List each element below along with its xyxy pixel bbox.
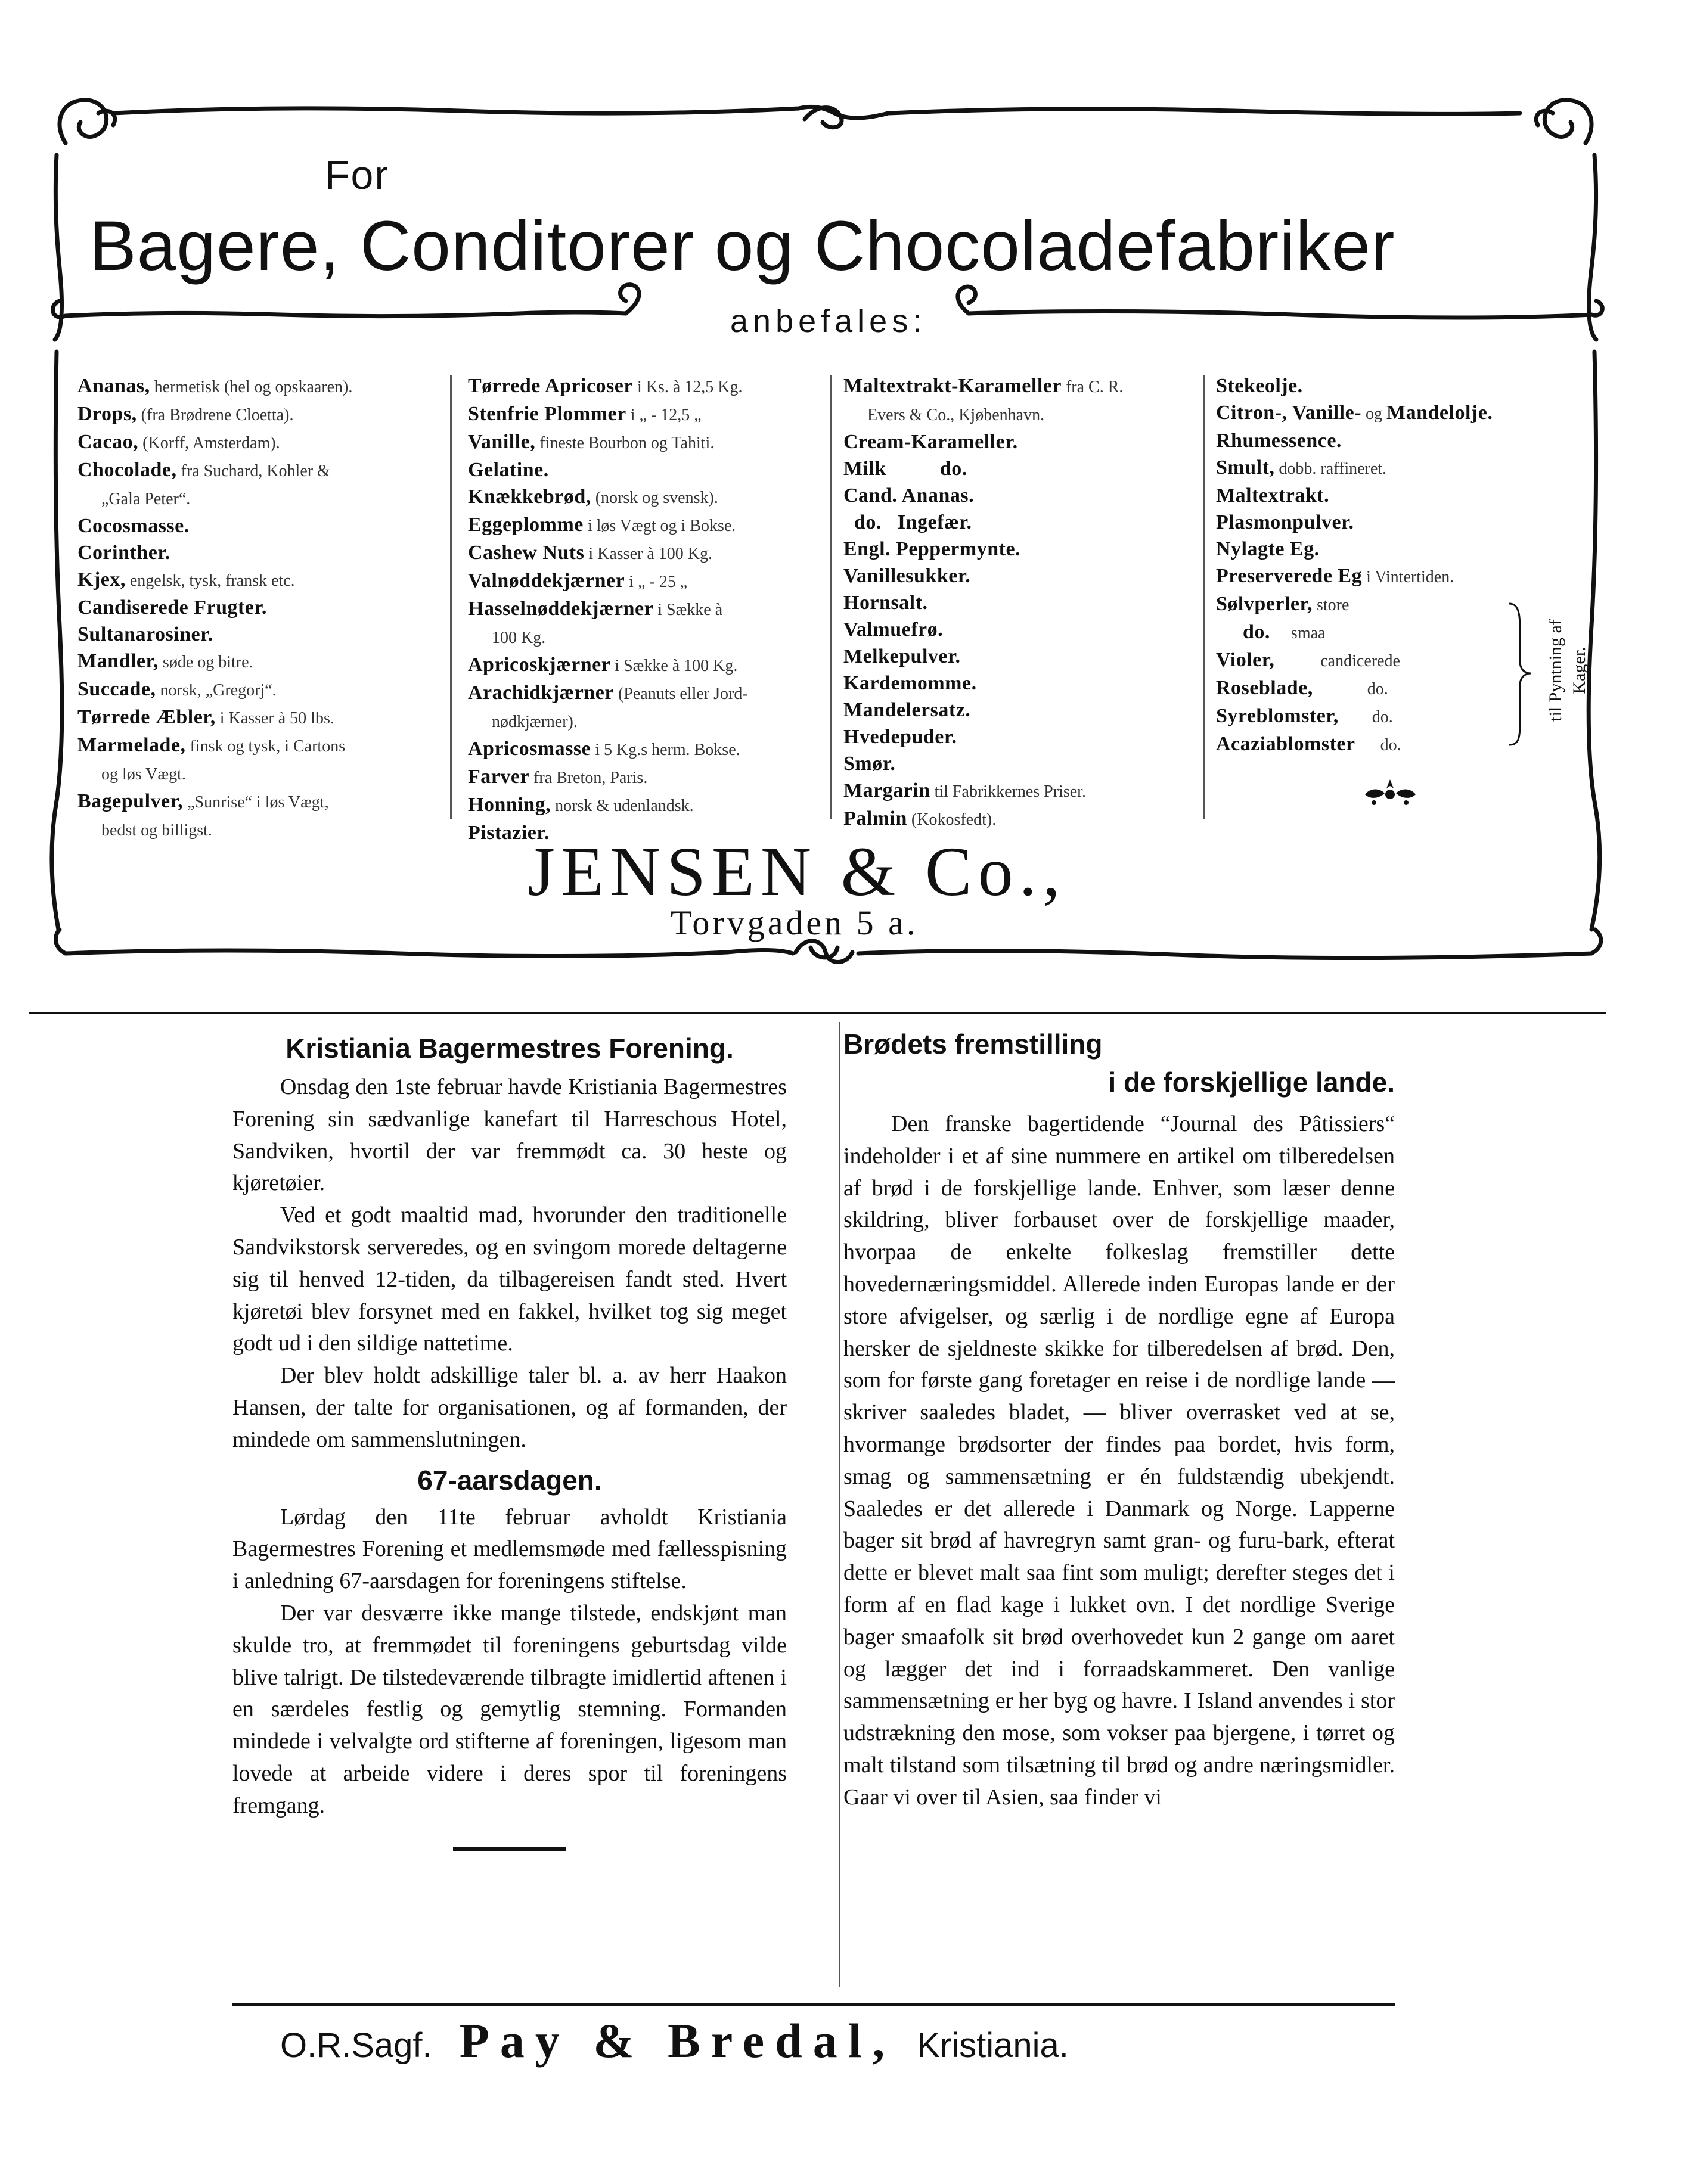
product-name: do. <box>1216 621 1270 643</box>
product-name: Vanille, <box>468 431 536 453</box>
product-detail: store <box>1312 596 1349 614</box>
product-item <box>468 679 820 707</box>
product-item <box>843 372 1195 400</box>
section-divider <box>29 1012 1606 1014</box>
product-name: Sultanarosiner. <box>77 623 213 645</box>
footer-prefix: O.R.Sagf. <box>280 2026 432 2065</box>
product-name: Ananas, <box>77 375 150 397</box>
product-detail: do. <box>1313 680 1388 698</box>
product-item <box>468 707 820 735</box>
product-name: Kjex, <box>77 568 126 591</box>
product-name: Arachidkjærner <box>468 682 614 704</box>
product-item <box>843 400 1195 428</box>
product-item <box>1216 372 1574 399</box>
product-detail: Evers & Co., Kjøbenhavn. <box>867 406 1045 424</box>
product-name: Cream-Karameller. <box>843 431 1018 453</box>
product-detail: bedst og billigst. <box>101 821 212 840</box>
company-name: JENSEN & Co., <box>528 832 1066 911</box>
product-detail: i Sække à <box>653 601 723 619</box>
ad-for-label: For <box>325 153 389 198</box>
product-item <box>77 704 435 732</box>
product-item <box>77 788 435 816</box>
product-item <box>843 723 1195 750</box>
product-detail: i løs Vægt og i Bokse. <box>583 517 736 535</box>
product-name: Cacao, <box>77 431 139 453</box>
product-name: Tørrede Æbler, <box>77 706 216 728</box>
footer-rule <box>232 2003 1395 2006</box>
product-item <box>468 651 820 679</box>
product-detail: (norsk og svensk). <box>591 489 718 507</box>
article-paragraph: Ved et godt maaltid mad, hvorunder den traditionelle Sandvikstorsk serveredes, og en svingom morede deltagerne sig til henved 12-tiden, da tilbagereisen fandt sted. Hvert kjøretøi blev forsynet med en fakkel, hvilket tog sig meget godt ud i den sildige nattetime. <box>232 1203 787 1356</box>
product-item <box>468 623 820 651</box>
product-item <box>843 777 1195 805</box>
product-item <box>77 760 435 788</box>
ad-headline: Bagere, Conditorer og Chocoladefabriker <box>89 207 1395 285</box>
column-divider <box>1203 375 1205 819</box>
product-name: Pistazier. <box>468 822 550 844</box>
article-paragraph: Der blev holdt adskillige taler bl. a. av herr Haakon Hansen, der talte for organisationen, og af formanden, der mindede om sammenslutningen. <box>232 1363 787 1452</box>
article-left <box>232 1025 787 1851</box>
article-paragraph: Den franske bagertidende “Journal des Pâtissiers“ indeholder i et af sine nummere en artikel om tilberedelsen af brød i de forskjellige lande. Enhver, som læser denne skildring, bliver forbauset over de forskjellige maader, hvorpaa de enkelte folkeslag fremstiller dette hovedernæringsmiddel. Allerede inden Europas lande er der store afvigelser, og særlig i de nordlige egne af Europa hersker de sjeldneste skikke for tilberedelsen af brød. Den, som for første gang foretager en reise i de nordlige lande — skriver saaledes bladet, — bliver overrasket ved at se, hvormange brødsorter der findes paa bordet, hvis form, smag og sammensætning er én fuldstændig ubekjendt. Saaledes er det allerede i Danmark og Norge. Lapperne bager sit brød af havregryn samt gran- og furu-bark, efterat dette er blevet malt saa fint som muligt; derefter steges det i form af en flad kage i lukket ovn. I det nordlige Sverige bager smaafolk sit brød overhovedet kun 2 gange om aaret og lægger det ind i forraadskammeret. Den vanlige sammensætning er her byg og havre. I Island anvendes i stor udstrækning den mose, som vokser paa bjergene, i tørret og malt tilstand som tilsætning til brød og andre næringsmidler. Gaar vi over til Asien, saa finder vi <box>843 1111 1395 1810</box>
product-name: Candiserede Frugter. <box>77 597 267 619</box>
product-name: Corinther. <box>77 542 170 564</box>
product-item <box>843 455 1195 482</box>
product-item <box>843 482 1195 509</box>
product-item <box>843 750 1195 777</box>
product-detail: do. <box>1338 708 1393 726</box>
product-name: Knækkebrød, <box>468 486 591 508</box>
product-detail: fra C. R. <box>1061 378 1124 396</box>
product-item <box>468 372 820 400</box>
product-name: Stekeolje. <box>1216 375 1303 397</box>
product-item <box>468 400 820 428</box>
product-detail: (Kokosfedt). <box>907 810 997 829</box>
product-item <box>77 428 435 456</box>
product-name: Maltextrakt. <box>1216 484 1330 507</box>
product-name: do. Ingefær. <box>843 511 972 533</box>
product-item <box>77 732 435 760</box>
product-name: Acaziablomster <box>1216 733 1355 755</box>
product-detail: „Gala Peter“. <box>101 490 191 508</box>
product-item <box>468 735 820 763</box>
product-item <box>1216 427 1574 454</box>
product-item <box>77 484 435 512</box>
product-name: Sølvperler, <box>1216 593 1313 615</box>
article-left-body <box>232 1071 787 1456</box>
decoration-side-note <box>1502 599 1621 748</box>
product-item <box>1216 563 1574 591</box>
footer-city: Kristiania. <box>917 2026 1069 2065</box>
product-detail: og <box>1361 405 1387 423</box>
product-detail: norsk & udenlandsk. <box>551 797 694 815</box>
product-name: Mandelersatz. <box>843 699 971 721</box>
product-detail: fra Suchard, Kohler & <box>176 462 330 480</box>
product-name: Apricoskjærner <box>468 654 611 676</box>
product-detail: do. <box>1355 736 1401 754</box>
product-detail: (Peanuts eller Jord- <box>613 685 748 703</box>
product-detail: (Korff, Amsterdam). <box>138 434 280 452</box>
product-name: Cashew Nuts <box>468 542 585 564</box>
product-name: Nylagte Eg. <box>1216 538 1320 560</box>
article-right-title-line1: Brødets fremstilling <box>843 1029 1103 1060</box>
article-right-title-line2: i de forskjellige lande. <box>1108 1067 1395 1098</box>
product-detail: dobb. raffineret. <box>1274 459 1387 478</box>
product-name: Melkepulver. <box>843 645 961 667</box>
product-name: Honning, <box>468 794 551 816</box>
article-paragraph: Lørdag den 11te februar avholdt Kristiania Bagermestres Forening et medlemsmøde med fællesspisning i anledning 67-aarsdagen for foreningens stiftelse. <box>232 1504 787 1594</box>
product-name: Rhumessence. <box>1216 430 1342 452</box>
product-name: Valmuefrø. <box>843 619 944 641</box>
product-column-3 <box>843 372 1195 833</box>
product-item <box>77 621 435 648</box>
product-item <box>1216 482 1574 509</box>
fleuron-ornament-icon <box>1362 776 1419 809</box>
article-paragraph: Onsdag den 1ste februar havde Kristiania Bagermestres Forening sin sædvanlige kanefart til Harreschous Hotel, Sandviken, hvortil der var fremmødt ca. 30 heste og kjøretøier. <box>232 1074 787 1196</box>
product-item <box>843 643 1195 670</box>
product-name: Farver <box>468 766 530 788</box>
company-address: Torvgaden 5 a. <box>671 903 919 942</box>
product-name: Citron-, Vanille- <box>1216 402 1362 424</box>
end-rule <box>453 1847 566 1851</box>
product-name: Violer, <box>1216 649 1275 671</box>
product-name: Cand. Ananas. <box>843 484 975 507</box>
product-detail: fineste Bourbon og Tahiti. <box>535 434 715 452</box>
product-name: Plasmonpulver. <box>1216 511 1354 533</box>
product-item <box>843 509 1195 536</box>
product-detail: i Sække à 100 Kg. <box>610 657 738 675</box>
product-name: Maltextrakt-Karameller <box>843 375 1062 397</box>
product-item <box>77 648 435 676</box>
product-item <box>77 372 435 400</box>
product-item <box>843 805 1195 833</box>
product-column-1 <box>77 372 435 844</box>
product-detail: 100 Kg. <box>492 629 546 647</box>
product-detail: i Kasser à 50 lbs. <box>215 709 334 728</box>
product-detail: og løs Vægt. <box>101 765 186 784</box>
product-name: Drops, <box>77 403 137 425</box>
product-item <box>77 456 435 484</box>
product-detail: søde og bitre. <box>158 653 253 672</box>
product-item <box>468 539 820 567</box>
product-item <box>1216 399 1574 427</box>
product-item <box>843 428 1195 455</box>
product-detail: nødkjærner). <box>492 713 578 731</box>
product-name: Mandler, <box>77 650 159 672</box>
product-name: Hvedepuder. <box>843 726 957 748</box>
article-paragraph: Der var desværre ikke mange tilstede, endskjønt man skulde tro, at fremmødet til foreningens geburtsdag vilde blive talrigt. De tilstedeværende tilbragte imidlertid aftenen i en særdeles festlig og gemytlig stemning. Formanden mindede i velvalgte ord stifterne af foreningen, ligesom man lovede at arbeide videre i deres spor til foreningens fremgang. <box>232 1600 787 1818</box>
article-left-title: Kristiania Bagermestres Forening. <box>286 1033 734 1064</box>
product-name: Syreblomster, <box>1216 705 1339 727</box>
product-detail: engelsk, tysk, fransk etc. <box>125 571 295 590</box>
product-name: Mandelolje. <box>1386 402 1493 424</box>
ad-recommended-label: anbefales: <box>730 303 927 339</box>
article-right <box>843 1025 1395 1814</box>
product-detail: smaa <box>1270 624 1326 642</box>
column-divider <box>830 375 832 819</box>
product-name: Gelatine. <box>468 459 549 481</box>
product-item <box>468 567 820 595</box>
product-name: Marmelade, <box>77 734 186 756</box>
product-item <box>1216 509 1574 536</box>
product-name: Cocosmasse. <box>77 515 190 537</box>
product-item <box>77 400 435 428</box>
product-detail: „Sunrise“ i løs Vægt, <box>183 793 329 812</box>
product-name: Stenfrie Plommer <box>468 403 626 425</box>
product-item <box>77 594 435 621</box>
product-item <box>1216 454 1574 482</box>
product-item <box>77 816 435 844</box>
product-detail: (fra Brødrene Cloetta). <box>136 406 294 424</box>
product-item <box>468 791 820 819</box>
article-left-body-2 <box>232 1502 787 1822</box>
product-detail: til Fabrikkernes Priser. <box>930 782 1086 801</box>
product-item <box>468 483 820 511</box>
product-name: Engl. Peppermynte. <box>843 538 1021 560</box>
side-note-text: til Pyntning af Kager. <box>1546 619 1589 722</box>
product-name: Bagepulver, <box>77 790 184 812</box>
product-name: Kardemomme. <box>843 672 977 694</box>
product-name: Hasselnøddekjærner <box>468 598 654 620</box>
product-name: Valnøddekjærner <box>468 570 625 592</box>
product-detail: i Kasser à 100 Kg. <box>584 545 712 563</box>
product-item <box>77 676 435 704</box>
product-name: Milk do. <box>843 458 967 480</box>
product-item <box>468 511 820 539</box>
product-item <box>77 539 435 566</box>
product-name: Hornsalt. <box>843 592 928 614</box>
product-name: Eggeplomme <box>468 514 584 536</box>
product-name: Margarin <box>843 779 930 801</box>
product-item <box>843 536 1195 563</box>
product-name: Chocolade, <box>77 459 177 481</box>
product-name: Roseblade, <box>1216 677 1313 699</box>
product-item <box>468 763 820 791</box>
product-name: Vanillesukker. <box>843 565 971 587</box>
product-detail: i Ks. à 12,5 Kg. <box>632 378 743 396</box>
product-item <box>468 428 820 456</box>
product-item <box>77 512 435 539</box>
product-item <box>843 563 1195 589</box>
product-item <box>843 697 1195 723</box>
product-item <box>468 456 820 483</box>
article-left-subtitle: 67-aarsdagen. <box>417 1464 602 1496</box>
printer-footer <box>280 2013 1069 2069</box>
product-item <box>843 589 1195 616</box>
product-column-2 <box>468 372 820 846</box>
product-name: Tørrede Apricoser <box>468 375 633 397</box>
product-detail: norsk, „Gregorj“. <box>156 681 277 700</box>
product-name: Preserverede Eg <box>1216 565 1363 587</box>
article-right-body <box>843 1108 1395 1814</box>
product-detail: i „ - 12,5 „ <box>626 406 702 424</box>
column-divider <box>450 375 452 819</box>
product-item <box>843 616 1195 643</box>
product-detail: hermetisk (hel og opskaaren). <box>150 378 353 396</box>
product-detail: candicerede <box>1274 652 1400 670</box>
product-name: Succade, <box>77 678 156 700</box>
product-item <box>1216 536 1574 563</box>
article-column-divider <box>839 1022 840 1987</box>
product-detail: i „ - 25 „ <box>625 573 688 591</box>
product-detail: i Vintertiden. <box>1362 568 1454 586</box>
product-name: Palmin <box>843 807 907 830</box>
product-item <box>77 566 435 594</box>
product-detail: fra Breton, Paris. <box>529 769 648 787</box>
footer-brand: Pay & Bredal, <box>459 2014 896 2068</box>
product-item <box>843 670 1195 697</box>
product-name: Apricosmasse <box>468 738 591 760</box>
product-name: Smør. <box>843 753 896 775</box>
product-detail: i 5 Kg.s herm. Bokse. <box>591 741 740 759</box>
product-name: Smult, <box>1216 456 1275 479</box>
product-item <box>468 595 820 623</box>
product-detail: finsk og tysk, i Cartons <box>185 737 346 756</box>
